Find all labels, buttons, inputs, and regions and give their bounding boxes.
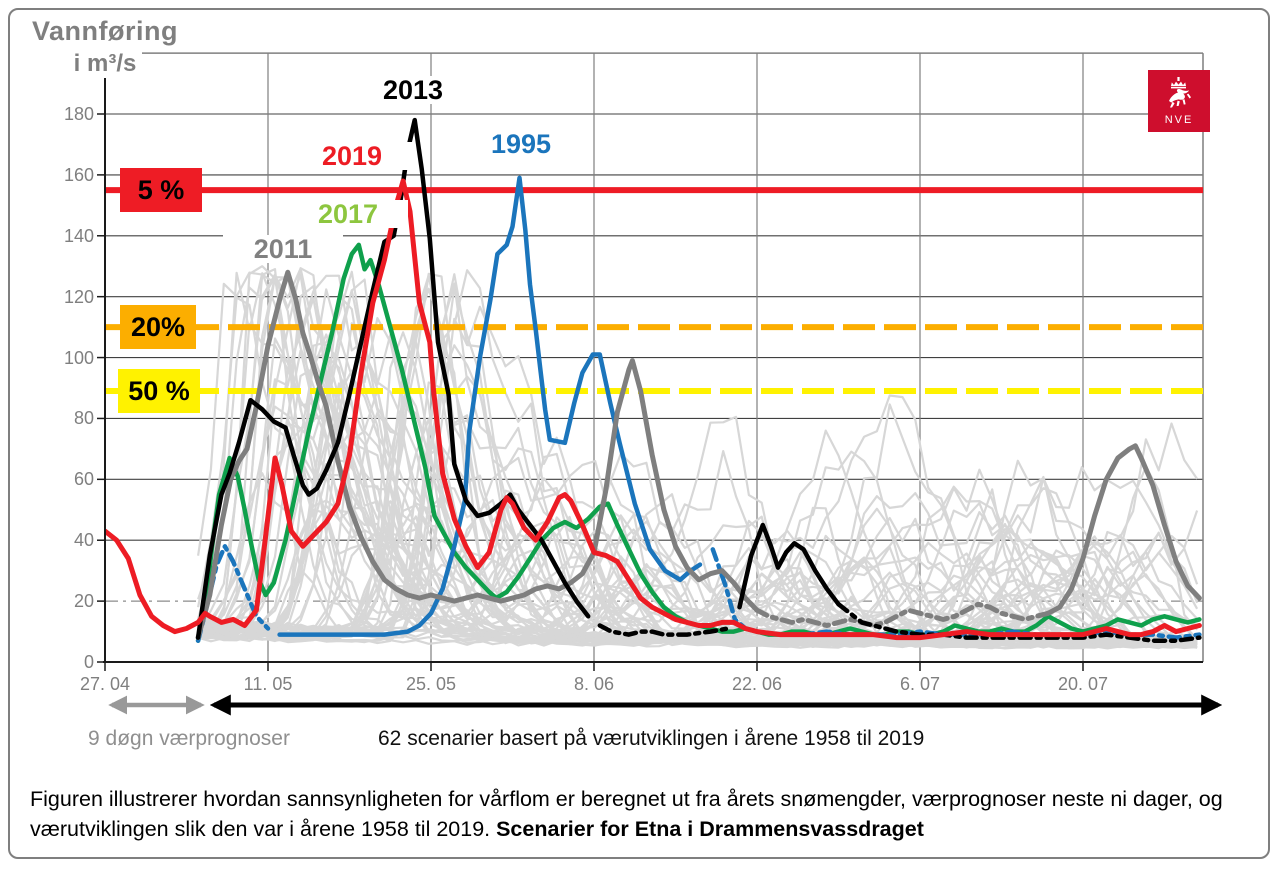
x-tick-label-8. 06: 8. 06	[573, 674, 615, 694]
ensemble-scenario-line	[198, 383, 1197, 644]
x-tick-label-22. 06: 22. 06	[731, 674, 783, 694]
threshold-label-20pct	[120, 305, 196, 349]
y-axis-title	[22, 16, 188, 78]
y-axis-title-line2: i m³/s	[68, 50, 143, 78]
y-tick-label-20: 20	[73, 591, 94, 612]
threshold-label-5pct	[120, 168, 202, 212]
y-tick-label-180: 180	[63, 104, 94, 124]
y-tick-label-120: 120	[63, 286, 94, 307]
y-tick-label-160: 160	[63, 164, 94, 185]
x-tick-label-6. 07: 6. 07	[899, 674, 941, 694]
y-tick-label-140: 140	[63, 225, 94, 246]
nve-logo	[1148, 70, 1210, 132]
figure-caption-bold-text: Scenarier for Etna i Drammensvassdraget	[496, 817, 924, 841]
series-label-2013: 2013	[353, 76, 473, 104]
y-tick-label-80: 80	[73, 408, 94, 429]
y-tick-label-100: 100	[63, 347, 94, 368]
figure-caption	[30, 784, 1256, 844]
y-tick-label-60: 60	[73, 469, 94, 490]
x-tick-label-11. 05: 11. 05	[243, 674, 293, 694]
x-tick-label-20. 07: 20. 07	[1057, 674, 1109, 694]
figure-caption-text: Figuren illustrerer hvordan sannsynligheten for vårflom er beregnet ut fra årets snømengder, værprognoser neste ni dager, og værutviklingen slik den var i årene 1958 til 2019.	[30, 787, 1223, 841]
year-series-lines	[105, 120, 1199, 641]
y-tick-label-0: 0	[83, 652, 94, 672]
threshold-label-50pct	[118, 369, 200, 413]
series-label-1995: 1995	[461, 130, 581, 158]
y-axis-title-line1: Vannføring	[22, 16, 188, 47]
series-label-2017: 2017	[288, 200, 408, 228]
nve-logo-text: NVE	[1164, 113, 1194, 126]
nve-lion-crown-icon	[1162, 77, 1196, 113]
scenarios-arrow-label: 62 scenarier basert på værutviklingen i årene 1958 til 2019	[378, 727, 925, 750]
threshold-label-50pct-text: 50 %	[128, 375, 190, 406]
x-tick-label-25. 05: 25. 05	[405, 674, 457, 694]
threshold-label-5pct-text: 5 %	[137, 174, 185, 205]
threshold-label-20pct-text: 20%	[130, 311, 186, 342]
x-tick-label-27. 04: 27. 04	[79, 674, 131, 694]
y-tick-label-40: 40	[73, 530, 94, 551]
forecast-arrow-label: 9 døgn værprognoser	[88, 727, 290, 750]
series-label-2011: 2011	[223, 235, 343, 263]
series-label-2019: 2019	[292, 142, 412, 170]
